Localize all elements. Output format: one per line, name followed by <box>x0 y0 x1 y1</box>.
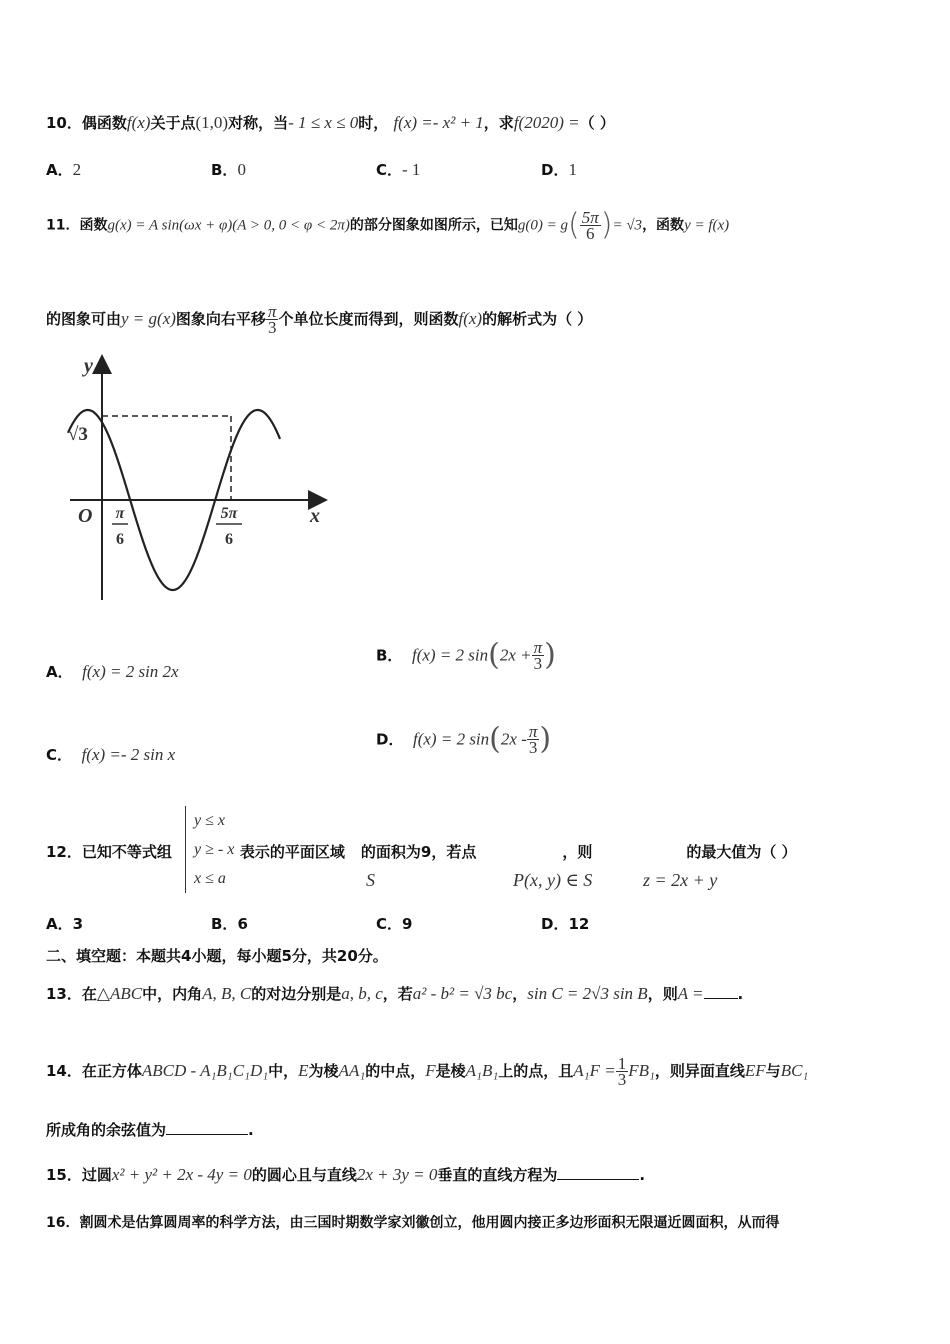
q15-answer-blank[interactable] <box>557 1179 639 1180</box>
x-tick-pi6-num: π <box>115 505 125 522</box>
x-tick-5pi6-num: 5π <box>220 505 238 522</box>
q16-stem: 16．割圆术是估算圆周率的科学方法，由三国时期数学家刘徽创立，他用圆内接正多边形面积无限逼近圆面积，从而得 <box>46 1215 780 1231</box>
q12-region-S: S <box>366 870 375 890</box>
x-tick-5pi6-den: 6 <box>225 531 233 548</box>
x-axis-label: x <box>310 505 320 527</box>
q12-z-expr: z = 2x + y <box>643 870 718 890</box>
q11-stem-line2: 的图象可由y = g(x)图象向右平移 $\frac{\pi}{3}$ 个单位长度而得到，则函数f(x)的解析式为（ ） <box>46 302 593 337</box>
q10-option-a[interactable]: A．2 <box>46 160 82 179</box>
x-tick-pi6-den: 6 <box>116 531 124 548</box>
q11-option-b[interactable]: B． f(x) = 2 sin(2x + $\frac{\pi}{3}$ ) <box>376 637 556 673</box>
q10-option-b[interactable]: B．0 <box>211 160 246 179</box>
q12-inequality-system: y ≤ x y ≥ - x x ≤ a <box>185 806 234 893</box>
y-axis-label: y <box>84 355 93 377</box>
q13-stem: 13．在△ABC中，内角A, B, C的对边分别是a, b, c，若a² - b² = √3 bc，sin C = 2√3 sin B，则A = . <box>46 984 744 1003</box>
q13-answer-blank[interactable] <box>704 998 738 999</box>
q14-answer-blank[interactable] <box>166 1134 248 1135</box>
q14-stem: 14．在正方体ABCD - A₁B₁C₁D₁中，E为棱AA₁的中点，F是棱A₁B₁上的点，且A₁F = $\frac{1}{3}$ FB₁，则异面直线EF与BC₁ <box>46 1054 809 1089</box>
q12-stem: 12．已知不等式组 表示的平面区域 的面积为9，若点 ，则 的最大值为（ ） <box>46 843 797 861</box>
q14-stem-line2: 所成角的余弦值为 . <box>46 1121 254 1139</box>
q12-point-P: P(x, y) ∈ S <box>513 870 593 890</box>
q15-stem: 15．过圆x² + y² + 2x - 4y = 0的圆心且与直线2x + 3y = 0垂直的直线方程为 . <box>46 1165 646 1184</box>
q10-option-d[interactable]: D．1 <box>541 160 577 179</box>
q11-option-c[interactable]: C． f(x) =- 2 sin x <box>46 745 176 764</box>
q11-option-d[interactable]: D． f(x) = 2 sin(2x - $\frac{\pi}{3}$ ) <box>376 721 552 757</box>
q11-option-a[interactable]: A． f(x) = 2 sin 2x <box>46 662 179 681</box>
q10-option-c[interactable]: C．- 1 <box>376 160 421 179</box>
q12-option-d[interactable]: D．12 <box>541 915 590 933</box>
q11-stem: 11．函数g(x) = A sin(ωx + φ)(A > 0, 0 < φ < 2π)的部分图象如图所示，已知g(0) = g( $\frac{5\pi}{6}$ )= √3，函数y = f(x) <box>46 207 730 243</box>
q10-fx: f(x) <box>126 113 151 132</box>
y-tick-sqrt3: √3 <box>68 424 88 445</box>
section-heading: 二、填空题：本题共4小题，每小题5分，共20分。 <box>46 947 388 965</box>
q12-option-a[interactable]: A．3 <box>46 915 84 933</box>
q12-option-b[interactable]: B．6 <box>211 915 248 933</box>
q10-stem: 10．偶函数f(x)关于点(1,0)对称，当- 1 ≤ x ≤ 0时， f(x) =- x² + 1，求f(2020) =（ ） <box>46 113 615 132</box>
q12-option-c[interactable]: C．9 <box>376 915 413 933</box>
sine-graph <box>66 352 346 612</box>
origin-label: O <box>78 505 93 527</box>
